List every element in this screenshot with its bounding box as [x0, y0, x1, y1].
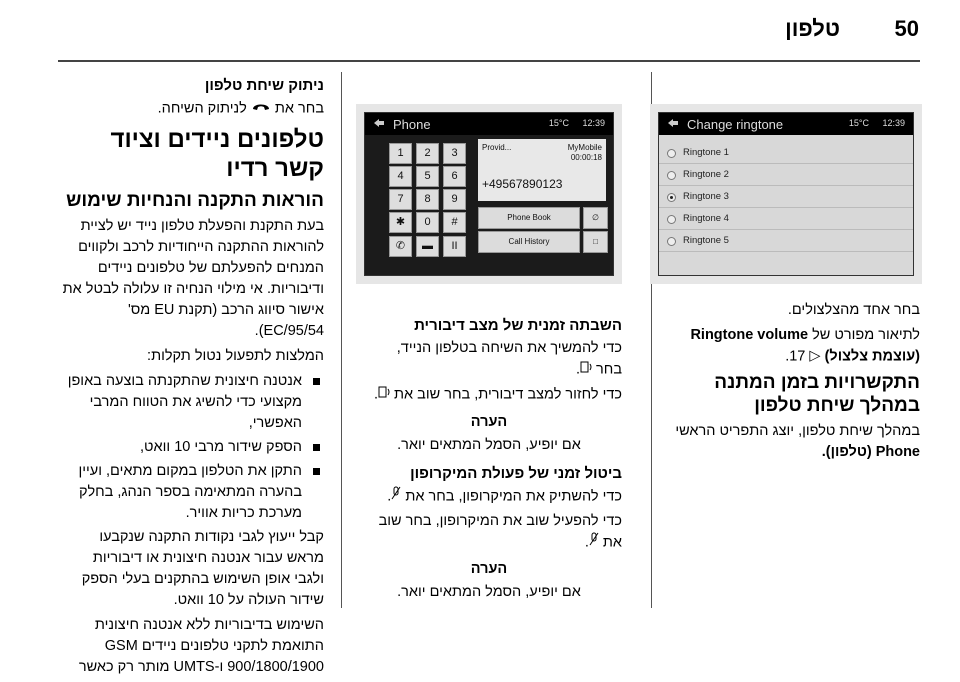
- clock: 12:39: [582, 118, 605, 128]
- radio-button[interactable]: [667, 149, 676, 158]
- hang-up-button[interactable]: ▬: [416, 236, 439, 257]
- hold-button[interactable]: II: [443, 236, 466, 257]
- keypad-key[interactable]: 0: [416, 212, 439, 233]
- note-text: אם יופיע, הסמל המתאים יואר.: [397, 436, 581, 453]
- radio-button[interactable]: [667, 237, 676, 246]
- call-duration: 00:00:18: [570, 153, 602, 162]
- ringtone-screenshot: [650, 104, 922, 284]
- keypad-key[interactable]: 5: [416, 166, 439, 187]
- page-number: 50: [894, 16, 919, 41]
- section-title: ביטול זמני של פעולת המיקרופון: [410, 464, 622, 482]
- handset-icon: [378, 384, 390, 405]
- mobile-name: MyMobile: [567, 143, 602, 152]
- mic-off-icon: [391, 486, 401, 507]
- paragraph: כדי לחזור למצב דיבורית, בחר שוב את .: [356, 384, 622, 405]
- keypad-key[interactable]: 1: [389, 143, 412, 164]
- paragraph: המלצות לתפעול נטול תקלות:: [147, 348, 324, 365]
- temperature: 15°C: [848, 118, 869, 128]
- list-item[interactable]: Ringtone 5: [659, 231, 913, 252]
- back-icon: [371, 116, 387, 130]
- list-item: הספק שידור מרבי 10 וואט,: [62, 437, 302, 458]
- keypad-key[interactable]: 4: [389, 166, 412, 187]
- section-title: התקשרויות בזמן המתנה במהלך שיחת טלפון: [714, 372, 920, 417]
- mic-off-icon: [589, 532, 599, 553]
- call-info-panel: [478, 139, 606, 201]
- handset-mode-button[interactable]: □: [583, 231, 608, 253]
- note-title: הערה: [470, 561, 508, 578]
- page-title: טלפון: [785, 16, 840, 41]
- column-right: [62, 72, 324, 682]
- paragraph: השימוש בדיבוריות ללא אנטנה חיצונית התואמת לתקני טלפונים ניידים GSM 900/1800/1900 ו-UMTS מותר רק כאשר: [78, 617, 324, 676]
- column-left: [660, 300, 920, 467]
- hang-up-icon: [251, 98, 271, 119]
- keypad-key[interactable]: 2: [416, 143, 439, 164]
- bullet-list: [62, 371, 324, 524]
- list-item[interactable]: Ringtone 2: [659, 165, 913, 186]
- screen-title: Change ringtone: [687, 117, 784, 132]
- keypad-key[interactable]: 3: [443, 143, 466, 164]
- paragraph: בחר אחד מהצלצולים.: [787, 302, 920, 318]
- note-text: אם יופיע, הסמל המתאים יואר.: [397, 584, 581, 601]
- handset-icon: [580, 359, 592, 380]
- keypad-key[interactable]: ✱: [389, 212, 412, 233]
- page-ref-icon: ▷: [809, 348, 821, 364]
- note-title: הערה: [470, 413, 508, 430]
- paragraph: כדי להשתיק את המיקרופון, בחר את .: [356, 486, 622, 507]
- call-button[interactable]: ✆: [389, 236, 412, 257]
- radio-button-selected[interactable]: [667, 193, 676, 202]
- keypad-key[interactable]: 8: [416, 189, 439, 210]
- screen-title: Phone: [393, 117, 431, 132]
- keypad-key[interactable]: 6: [443, 166, 466, 187]
- paragraph: בעת התקנת והפעלת טלפון נייד יש לציית להוראות ההתקנה הייחודיות לרכב ולקווים המנחים להפעלתם של טלפונים ניידים ודיבוריות. אי מילוי הנחיה זו עלולה לבטל את אישור סיווג הרכב (תקנת EU מס' EC/95/54).: [62, 218, 324, 340]
- list-item[interactable]: Ringtone 1: [659, 143, 913, 164]
- column-divider: [341, 72, 342, 608]
- keypad-key[interactable]: 7: [389, 189, 412, 210]
- list-item[interactable]: Ringtone 4: [659, 209, 913, 230]
- paragraph: לתיאור מפורט של Ringtone volume (עוצמת צלצול) ▷ 17.: [660, 325, 920, 367]
- list-item[interactable]: Ringtone 3: [659, 187, 913, 208]
- subsection-title: הוראות התקנה והנחיות שימוש: [66, 190, 324, 212]
- clock: 12:39: [882, 118, 905, 128]
- phone-screenshot: [356, 104, 622, 284]
- section-title: השבתה זמנית של מצב דיבורית: [414, 317, 622, 334]
- keypad-key[interactable]: 9: [443, 189, 466, 210]
- radio-button[interactable]: [667, 171, 676, 180]
- column-middle: [356, 312, 622, 611]
- header-rule: [58, 60, 920, 62]
- list-item: אנטנה חיצונית שהתקנתה בוצעה באופן מקצועי כדי להשיג את הטווח המרבי האפשרי,: [62, 371, 302, 434]
- call-history-button[interactable]: Call History: [478, 231, 580, 253]
- radio-button[interactable]: [667, 215, 676, 224]
- back-icon: [665, 116, 681, 130]
- paragraph: כדי להמשיך את השיחה בטלפון הנייד, בחר .: [356, 338, 622, 380]
- phone-number: +49567890123: [482, 177, 563, 191]
- list-item: התקן את הטלפון במקום מתאים, ועיין בהערה המתאימה בספר הנהג, בחלק מערכת כריות אוויר.: [62, 461, 302, 524]
- temperature: 15°C: [548, 118, 569, 128]
- paragraph: קבל ייעוץ לגבי נקודות התקנה שנקבעו מראש עבור אנטנה חיצונית או דיבוריות ולגבי אופן השימוש בהתקנים בעלי הספק שידור העולה על 10 וואט.: [81, 529, 324, 609]
- phone-book-button[interactable]: Phone Book: [478, 207, 580, 229]
- keypad-key[interactable]: #: [443, 212, 466, 233]
- section-title: טלפונים ניידים וציוד קשר רדיו: [110, 126, 324, 183]
- paragraph: בחר את לניתוק השיחה.: [62, 98, 324, 119]
- paragraph: במהלך שיחת טלפון, יוצג התפריט הראשי Phone (טלפון).: [675, 423, 920, 461]
- paragraph: כדי להפעיל שוב את המיקרופון, בחר שוב את .: [356, 511, 622, 553]
- section-title: ניתוק שיחת טלפון: [204, 77, 324, 94]
- provider-name: Provid...: [482, 143, 512, 152]
- mute-mic-button[interactable]: ∅: [583, 207, 608, 229]
